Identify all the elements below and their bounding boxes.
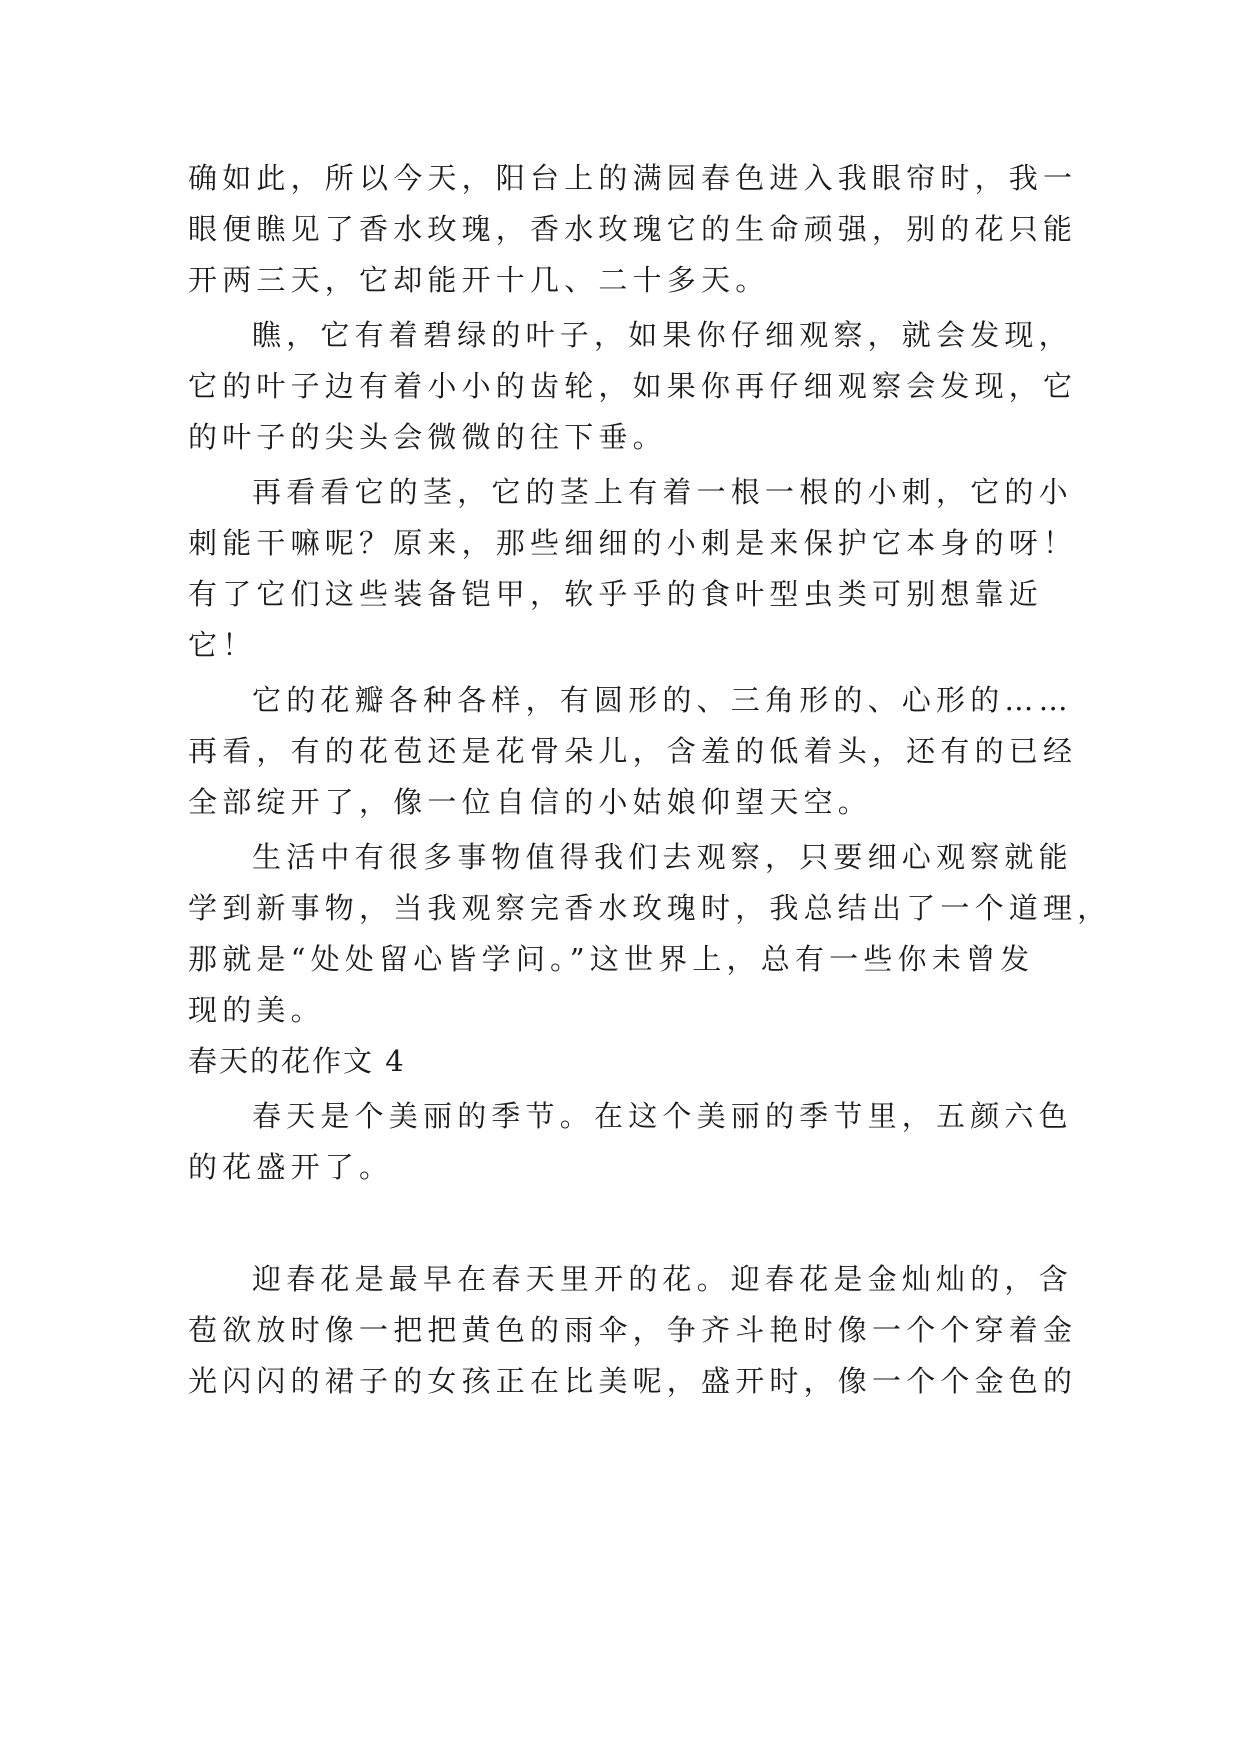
- section-heading: 春天的花作文 4: [188, 1044, 406, 1078]
- paragraph-line: 那就是“处处留心皆学问。”这世界上，总有一些你未曾发: [188, 942, 1035, 976]
- paragraph-line: 的花盛开了。: [188, 1150, 394, 1184]
- paragraph-line: 全部绽开了，像一位自信的小姑娘仰望天空。: [188, 785, 873, 819]
- paragraph-first-line: 春天是个美丽的季节。在这个美丽的季节里，五颜六色: [252, 1099, 1073, 1133]
- paragraph-first-line: 迎春花是最早在春天里开的花。迎春花是金灿灿的，含: [252, 1262, 1073, 1296]
- paragraph-line: 刺能干嘛呢？原来，那些细细的小刺是来保护它本身的呀！: [188, 526, 1078, 560]
- paragraph-first-line: 它的花瓣各种各样，有圆形的、三角形的、心形的……: [252, 683, 1073, 717]
- paragraph-line: 光闪闪的裙子的女孩正在比美呢，盛开时，像一个个金色的: [188, 1364, 1078, 1398]
- paragraph-line: 它的叶子边有着小小的齿轮，如果你再仔细观察会发现，它: [188, 369, 1078, 403]
- paragraph-line: 学到新事物，当我观察完香水玫瑰时，我总结出了一个道理，: [188, 891, 1112, 925]
- paragraph-first-line: 再看看它的茎，它的茎上有着一根一根的小刺，它的小: [252, 475, 1073, 509]
- paragraph-line: 开两三天，它却能开十几、二十多天。: [188, 263, 770, 297]
- paragraph-line: 它！: [188, 628, 257, 662]
- paragraph-line: 的叶子的尖头会微微的往下垂。: [188, 420, 667, 454]
- paragraph-line: 有了它们这些装备铠甲，软乎乎的食叶型虫类可别想靠近: [188, 577, 1044, 611]
- paragraph-first-line: 瞧，它有着碧绿的叶子，如果你仔细观察，就会发现，: [252, 318, 1073, 352]
- paragraph-line: 苞欲放时像一把把黄色的雨伞，争齐斗艳时像一个个穿着金: [188, 1313, 1078, 1347]
- paragraph-line: 再看，有的花苞还是花骨朵儿，含羞的低着头，还有的已经: [188, 734, 1078, 768]
- paragraph-line: 眼便瞧见了香水玫瑰，香水玫瑰它的生命顽强，别的花只能: [188, 212, 1078, 246]
- paragraph-first-line: 生活中有很多事物值得我们去观察，只要细心观察就能: [252, 840, 1073, 874]
- paragraph-line: 确如此，所以今天，阳台上的满园春色进入我眼帘时，我一: [188, 161, 1078, 195]
- paragraph-line: 现的美。: [188, 993, 325, 1027]
